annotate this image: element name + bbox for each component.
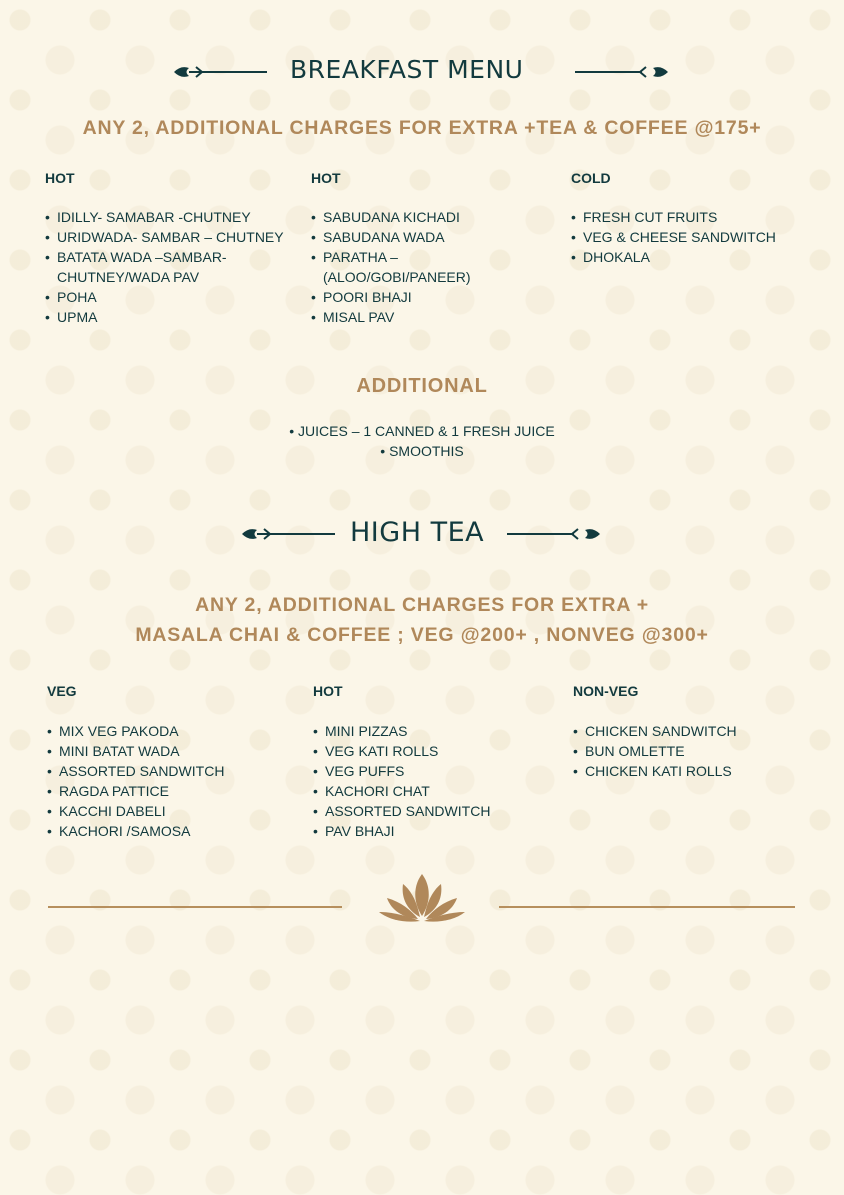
high-tea-col3-heading: NON-VEG: [573, 683, 639, 699]
list-item: • KACHORI CHAT: [313, 781, 533, 801]
list-item: • CHICKEN SANDWITCH: [573, 721, 803, 741]
arrow-flourish-left-icon: [240, 524, 335, 544]
breakfast-title: BREAKFAST MENU: [290, 55, 524, 84]
breakfast-col3-list: [571, 207, 801, 267]
list-item: • SABUDANA WADA: [311, 227, 511, 247]
high-tea-col3-list: [573, 721, 803, 781]
breakfast-col2-list: [311, 207, 511, 327]
list-item: • IDILLY- SAMABAR -CHUTNEY: [45, 207, 295, 227]
breakfast-col1-heading: HOT: [45, 170, 75, 186]
list-item: • KACHORI /SAMOSA: [47, 821, 287, 841]
list-item: • SMOOTHIS: [380, 443, 464, 459]
list-item: • VEG PUFFS: [313, 761, 533, 781]
list-item: • PARATHA – (ALOO/GOBI/PANEER): [311, 247, 463, 287]
arrow-flourish-left-icon: [172, 62, 267, 82]
list-item: • PAV BHAJI: [313, 821, 533, 841]
list-item: • ASSORTED SANDWITCH: [313, 801, 533, 821]
arrow-flourish-right-icon: [575, 62, 670, 82]
list-item: • POHA: [45, 287, 295, 307]
list-item: • RAGDA PATTICE: [47, 781, 287, 801]
list-item: • JUICES – 1 CANNED & 1 FRESH JUICE: [289, 423, 555, 439]
list-item: • MINI PIZZAS: [313, 721, 533, 741]
high-tea-subtitle-line2: MASALA CHAI & COFFEE ; VEG @200+ , NONVEG @300+: [135, 624, 709, 646]
list-item: • MISAL PAV: [311, 307, 511, 327]
breakfast-col2-heading: HOT: [311, 170, 341, 186]
list-item: • KACCHI DABELI: [47, 801, 287, 821]
additional-list: [0, 421, 844, 461]
additional-title: ADDITIONAL: [356, 375, 488, 397]
high-tea-col2-list: [313, 721, 533, 841]
breakfast-col3-heading: COLD: [571, 170, 611, 186]
footer-rule-right: [499, 906, 795, 908]
list-item: • BATATA WADA –SAMBAR-CHUTNEY/WADA PAV: [45, 247, 237, 287]
list-item: • MINI BATAT WADA: [47, 741, 287, 761]
lotus-icon: [377, 870, 467, 925]
list-item: • DHOKALA: [571, 247, 801, 267]
list-item: • POORI BHAJI: [311, 287, 511, 307]
arrow-flourish-right-icon: [507, 524, 602, 544]
list-item: • FRESH CUT FRUITS: [571, 207, 801, 227]
list-item: • CHICKEN KATI ROLLS: [573, 761, 803, 781]
list-item: • BUN OMLETTE: [573, 741, 803, 761]
list-item: • MIX VEG PAKODA: [47, 721, 287, 741]
breakfast-subtitle: ANY 2, ADDITIONAL CHARGES FOR EXTRA +TEA & COFFEE @175+: [82, 117, 762, 139]
high-tea-col1-heading: VEG: [47, 683, 77, 699]
high-tea-title: HIGH TEA: [350, 517, 485, 548]
breakfast-col1-list: [45, 207, 295, 327]
high-tea-col2-heading: HOT: [313, 683, 343, 699]
footer-rule-left: [48, 906, 342, 908]
list-item: • SABUDANA KICHADI: [311, 207, 511, 227]
list-item: • ASSORTED SANDWITCH: [47, 761, 287, 781]
high-tea-col1-list: [47, 721, 287, 841]
list-item: • UPMA: [45, 307, 295, 327]
high-tea-subtitle-line1: ANY 2, ADDITIONAL CHARGES FOR EXTRA +: [195, 594, 649, 616]
list-item: • URIDWADA- SAMBAR – CHUTNEY: [45, 227, 295, 247]
list-item: • VEG & CHEESE SANDWITCH: [571, 227, 801, 247]
list-item: • VEG KATI ROLLS: [313, 741, 533, 761]
